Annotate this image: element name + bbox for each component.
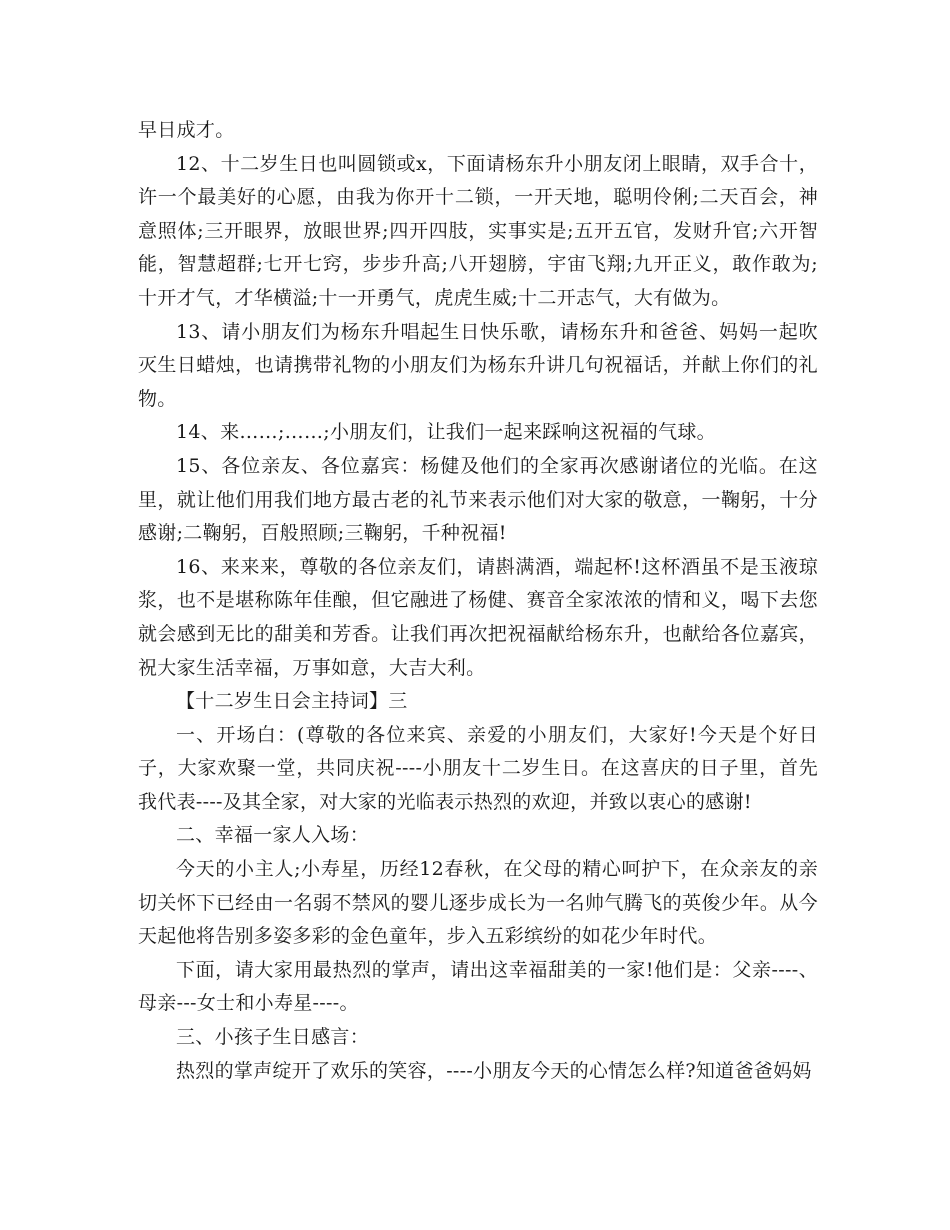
paragraph-applause: 热烈的掌声绽开了欢乐的笑容，----小朋友今天的心情怎么样?知道爸爸妈妈 (176, 1059, 812, 1082)
paragraph-continuation: 早日成才。 (138, 119, 235, 141)
section-heading: 【十二岁生日会主持词】三 (176, 690, 408, 713)
paragraph-item-16: 16、来来来，尊敬的各位亲友们，请斟满酒，端起杯!这杯酒虽不是玉液琼浆，也不是堪称陈年佳酿，但它融进了杨健、赛音全家浓浓的情和义，喝下去您就会感到无比的甜美和芳香。让我们再次把祝福献给杨东升，也献给各位嘉宾，祝大家生活幸福，万事如意，大吉大利。 (138, 555, 818, 679)
paragraph-family-entrance-heading: 二、幸福一家人入场： (176, 824, 370, 847)
document-body (138, 114, 818, 1088)
paragraph-item-12: 12、十二岁生日也叫圆锁或x，下面请杨东升小朋友闭上眼睛，双手合十，许一个最美好的心愿，由我为你开十二锁，一开天地，聪明伶俐;二天百会，神意照体;三开眼界，放眼世界;四开四肢，实事实是;五开五官，发财升官;六开智能，智慧超群;七开七窍，步步升高;八开翅膀，宇宙飞翔;九开正义，敢作敢为;十开才气，才华横溢;十一开勇气，虎虎生威;十二开志气，大有做为。 (138, 152, 818, 309)
paragraph-item-15: 15、各位亲友、各位嘉宾：杨健及他们的全家再次感谢诸位的光临。在这里，就让他们用我们地方最古老的礼节来表示他们对大家的敬意，一鞠躬，十分感谢;二鞠躬，百般照顾;三鞠躬，千种祝福! (138, 454, 818, 545)
paragraph-opening: 一、开场白：(尊敬的各位来宾、亲爱的小朋友们，大家好!今天是个好日子，大家欢聚一堂，共同庆祝----小朋友十二岁生日。在这喜庆的日子里，首先我代表----及其全家，对大家的光临表示热烈的欢迎，并致以衷心的感谢! (138, 723, 818, 813)
paragraph-item-14: 14、来……;……;小朋友们，让我们一起来踩响这祝福的气球。 (176, 421, 716, 444)
paragraph-welcome-family: 下面，请大家用最热烈的掌声，请出这幸福甜美的一家!他们是：父亲----、母亲---女士和小寿星----。 (138, 958, 818, 1015)
paragraph-little-host: 今天的小主人;小寿星，历经12春秋，在父母的精心呵护下，在众亲友的亲切关怀下已经由一名弱不禁风的婴儿逐步成长为一名帅气腾飞的英俊少年。从今天起他将告别多姿多彩的金色童年，步入五彩缤纷的如花少年时代。 (138, 858, 818, 948)
paragraph-speech-heading: 三、小孩子生日感言： (176, 1026, 370, 1049)
paragraph-item-13: 13、请小朋友们为杨东升唱起生日快乐歌，请杨东升和爸爸、妈妈一起吹灭生日蜡烛，也请携带礼物的小朋友们为杨东升讲几句祝福话，并献上你们的礼物。 (138, 320, 818, 410)
